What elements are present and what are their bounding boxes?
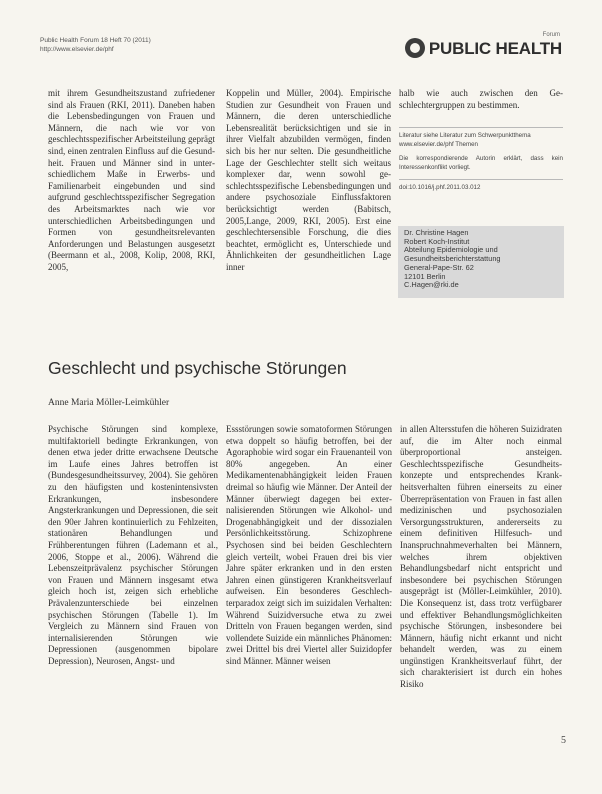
article-paragraph-1: Psychische Störungen sind komplexe, multifaktoriell bedingte Erkrankungen, von denen etwa jeder dritte erwachsene Deutsche im Laufe eines Jahres betroffen ist (Bundesgesundheitssurvey, 2004). Sie gehören zu den häufigsten und kostenintensivsten Erkrankungen, insbesondere Angsterkrankungen und Depressionen, die seit den 90er Jahren kontinuierlich zu Fehlzeiten, stationären Behandlungen und Frühberentungen führen (Lademann et al., 2006, Stoppe et al., 2006). Während die Lebenszeitprävalenz psychischer Störungen von Frauen und Männern insgesamt etwa gleich hoch ist, zeigen sich erhebliche Prävalenzunterschiede bei einzelnen psychischen Störungen (Tabelle 1). Im Vergleich zu Männern sind Frauen von internalisierenden Störungen wie Depressionen (ausgenommen bipolare Depression), Neurosen, Angst- und xyxy=(48,424,218,666)
literature-note xyxy=(399,132,563,149)
conflict-note: Die korrespondierende Autorin erklärt, dass kein Interessenkonflikt vorliegt. xyxy=(399,155,563,171)
article-column-2 xyxy=(226,424,392,667)
contact-box xyxy=(398,226,564,298)
intro-column-1 xyxy=(48,88,215,274)
article-column-1 xyxy=(48,424,218,667)
article-paragraph-2: Essstörungen sowie somatoformen Störungen etwa doppelt so häufig betroffen, bei der Agoraphobie wird sogar ein Frauenanteil von 80% angegeben. An einer Medikamentenabhängigkeit leiden Frauen dreimal so häufig wie Männer. Der Anteil der Männer überwiegt dagegen bei externalisierenden Störungen wie Alkohol- und Drogenabhängigkeit und der dissozialen Persönlichkeitsstörung. Schizophrene Psychosen sind bei beiden Geschlechtern gleich verteilt, wobei Frauen drei bis vier Jahre später erkranken und in den ersten Jahren einen günstigeren Krankheitsverlauf aufweisen. Ein besonderes Geschlechterparadox zeigt sich im suizidalen Verhalten: Während Suizidversuche etwa zu zwei Dritteln von Frauen begangen werden, sind vollendete Suizide ein männliches Phänomen: zwei Drittel bis drei Viertel aller Suizidopfer sind Männer. Männer weisen xyxy=(226,424,392,666)
intro-column-3 xyxy=(399,88,563,192)
divider xyxy=(399,127,563,128)
logo-small-text: Forum xyxy=(542,32,560,38)
contact-institute: Robert Koch-Institut xyxy=(404,236,470,246)
intro-column-2 xyxy=(226,88,391,274)
page-number: 5 xyxy=(561,735,566,746)
doi: doi:10.1016/j.phf.2011.03.012 xyxy=(399,183,481,191)
contact-department-1: Abteilung Epidemiologie und xyxy=(404,245,498,255)
literature-line-2: www.elsevier.de/phf Themen xyxy=(399,140,478,148)
contact-name: Dr. Christine Hagen xyxy=(404,228,469,237)
journal-citation: Public Health Forum 18 Heft 70 (2011) xyxy=(40,37,151,44)
journal-meta xyxy=(40,36,151,54)
contact-street: General-Pape-Str. 62 xyxy=(404,262,474,272)
contact-city: 12101 Berlin xyxy=(404,271,446,281)
article-paragraph-3: in allen Altersstufen die höheren Suizidraten auf, die im Alter noch einmal überproportional ansteigen. Geschlechtsspezifische Gesundheitskonzepte und entsprechendes Krankheitsverhalten führen einerseits zu einer Überrepräsentation von Frauen in fast allen medizinischen und psychosozialen Versorgungsstrukturen, andererseits zu einem definitiven Hilfesuch- und Inanspruchnahmeverhalten bei Männern, welches ihrem objektiven Behandlungsbedarf nicht entspricht und insbesondere bei psychischen Störungen ausgeprägt ist (Möller-Leimkühler, 2010). Die Konsequenz ist, dass trotz verfügbarer und effektiver Behandlungsmöglichkeiten psychische Störungen, insbesondere bei Männern, häufig nicht erkannt und nicht behandelt werden, was zu einem ungünstigen Krankheitsverlauf führt, der sich charakterisiert ist durch ein hohes Risiko xyxy=(400,424,562,690)
logo-mark-icon xyxy=(405,38,425,58)
journal-logo xyxy=(405,32,562,59)
logo-main-text: PUBLIC HEALTH xyxy=(428,39,562,58)
intro-paragraph-1: mit ihrem Gesundheitszustand zufriedener sind als Frauen (RKI, 2011). Daneben haben die Lebensbedingungen von Frauen und Männern, die nach wie vor von geschlechtsspezifischer Arbeitsteilung geprägt sind, einen zentralen Einfluss auf die Gesundheit. Frauen und Männer sind in unterschiedlichem Maße in Erwerbs- und Familienarbeit eingebunden und sind aufgrund geschlechtsspezifischer Segregation des Arbeitsmarktes nach wie vor unterschiedlichen Arbeitsbedingungen und Formen von gesundheitsrelevanten Anforderungen und Belastungen ausgesetzt (Beermann et al., 2008, Kolip, 2008, RKI, 2005, xyxy=(48,88,215,272)
journal-url: http://www.elsevier.de/phf xyxy=(40,46,114,53)
intro-paragraph-2: Koppelin und Müller, 2004). Empirische Studien zur Gesundheit von Frauen und Männern, die deren unterschiedliche Lebensrealität berücksichtigen und sie in ihrer Vielfalt abzubilden vermögen, finden sich bis her nur selten. Die gesundheitliche Lage der Geschlechter stellt sich weitaus komplexer dar, wenn sowohl geschlechtsspezifische Lebensbedingungen und andere psychosoziale Einflussfaktoren berücksichtigt werden (Babitsch, 2005,Lange, 2009, RKI, 2005). Erst eine geschlechtersensible Forschung, die dies beachtet, ermöglicht es, Unterschiede und Ähnlichkeiten der gesundheitlichen Lage inner xyxy=(226,88,391,272)
article-author: Anne Maria Möller-Leimkühler xyxy=(48,398,170,408)
article-title: Geschlecht und psychische Störungen xyxy=(48,358,347,378)
contact-department-2: Gesundheitsberichterstattung xyxy=(404,254,501,264)
intro-paragraph-3: halb wie auch zwischen den Geschlechtergruppen zu bestimmen. xyxy=(399,88,563,110)
divider xyxy=(399,179,563,180)
contact-email[interactable]: C.Hagen@rki.de xyxy=(404,280,459,290)
literature-line-1: Literatur siehe Literatur zum Schwerpunktthema xyxy=(399,132,531,140)
article-column-3 xyxy=(400,424,562,691)
